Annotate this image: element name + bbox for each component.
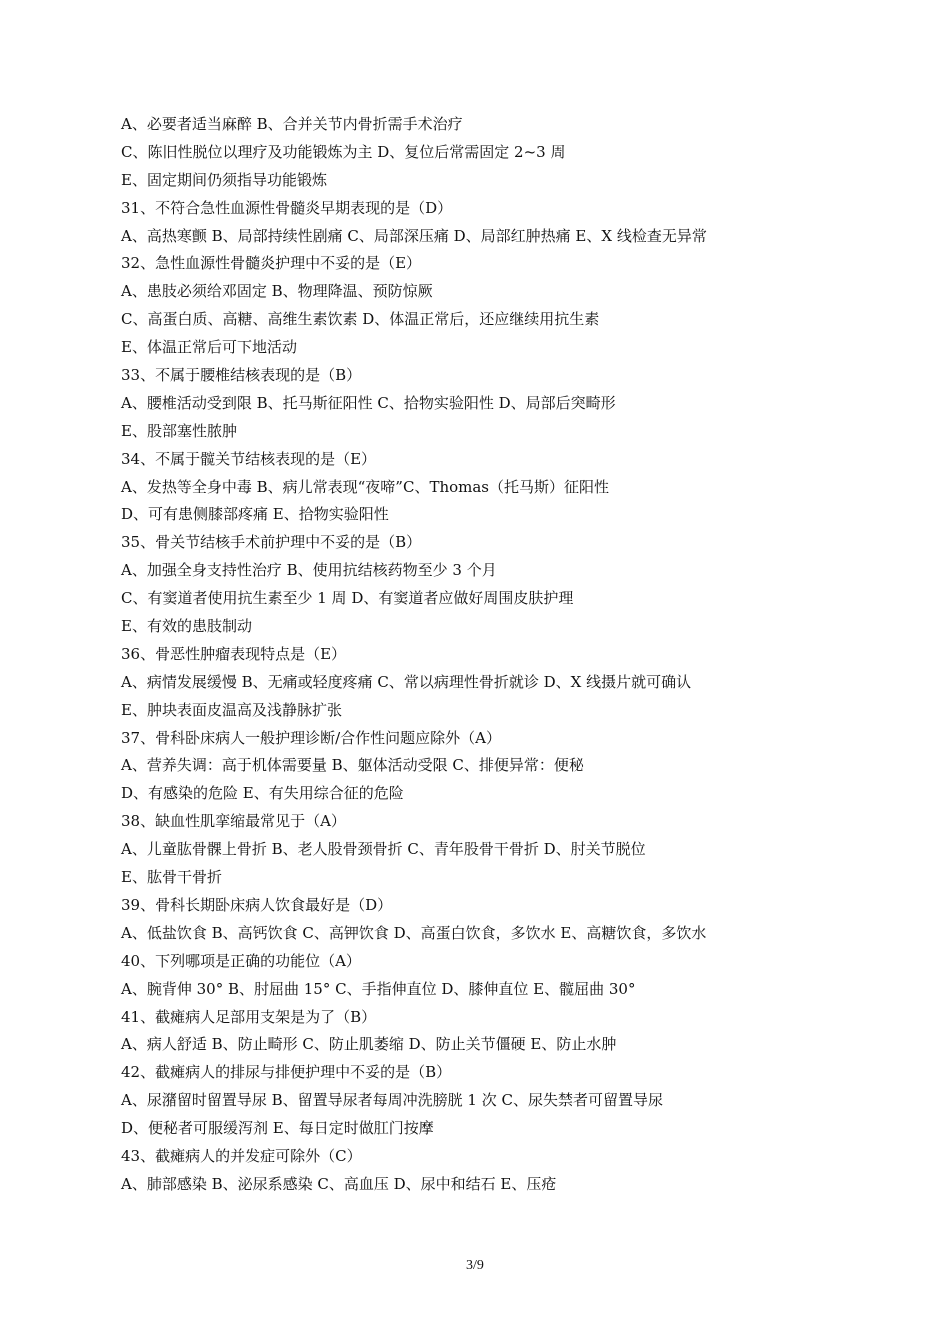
text-line: D、便秘者可服缓泻剂 E、每日定时做肛门按摩 (121, 1119, 434, 1138)
text-line: E、股部塞性脓肿 (121, 421, 237, 440)
text-line: 34、不属于髋关节结核表现的是（E） (121, 449, 377, 468)
text-line: E、有效的患肢制动 (121, 617, 252, 636)
text-line: D、有感染的危险 E、有失用综合征的危险 (121, 784, 404, 803)
text-line: A、病情发展缓慢 B、无痛或轻度疼痛 C、常以病理性骨折就诊 D、X 线摄片就可确认 (121, 672, 692, 691)
text-line: A、发热等全身中毒 B、病儿常表现“夜啼”C、Thomas（托马斯）征阳性 (121, 477, 610, 496)
text-line: A、腕背伸 30° B、肘屈曲 15° C、手指伸直位 D、膝伸直位 E、髋屈曲 30° (121, 979, 636, 998)
text-line: A、低盐饮食 B、高钙饮食 C、高钾饮食 D、高蛋白饮食，多饮水 E、高糖饮食，多饮水 (121, 923, 707, 942)
text-line: 31、不符合急性血源性骨髓炎早期表现的是（D） (121, 198, 453, 217)
text-line: D、可有患侧膝部疼痛 E、拾物实验阳性 (121, 505, 389, 524)
text-line: A、儿童肱骨髁上骨折 B、老人股骨颈骨折 C、青年股骨干骨折 D、肘关节脱位 (121, 840, 646, 859)
text-line: 33、不属于腰椎结核表现的是（B） (121, 366, 362, 385)
text-line: 39、骨科长期卧床病人饮食最好是（D） (121, 895, 393, 914)
text-line: A、尿潴留时留置导尿 B、留置导尿者每周冲洗膀胱 1 次 C、尿失禁者可留置导尿 (121, 1091, 663, 1110)
text-line: A、必要者适当麻醉 B、合并关节内骨折需手术治疗 (121, 115, 463, 133)
text-line: E、肿块表面皮温高及浅静脉扩张 (121, 700, 342, 719)
question-text-block (121, 111, 821, 1199)
text-line: A、高热寒颤 B、局部持续性剧痛 C、局部深压痛 D、局部红肿热痛 E、X 线检查无异常 (121, 226, 707, 245)
text-line: A、病人舒适 B、防止畸形 C、防止肌萎缩 D、防止关节僵硬 E、防止水肿 (121, 1035, 617, 1054)
text-line: A、加强全身支持性治疗 B、使用抗结核药物至少 3 个月 (121, 561, 497, 580)
text-line: 42、截瘫病人的排尿与排便护理中不妥的是（B） (121, 1063, 452, 1082)
text-line: E、体温正常后可下地活动 (121, 338, 297, 357)
text-line: 40、下列哪项是正确的功能位（A） (121, 951, 361, 970)
text-line: A、肺部感染 B、泌尿系感染 C、高血压 D、尿中和结石 E、压疮 (121, 1174, 557, 1193)
text-line: C、有窦道者使用抗生素至少 1 周 D、有窦道者应做好周围皮肤护理 (121, 589, 574, 608)
text-line: A、腰椎活动受到限 B、托马斯征阳性 C、拾物实验阳性 D、局部后突畸形 (121, 393, 616, 412)
text-line: C、陈旧性脱位以理疗及功能锻炼为主 D、复位后常需固定 2~3 周 (121, 142, 566, 161)
page-number: 3/9 (466, 1258, 484, 1273)
text-line: 38、缺血性肌挛缩最常见于（A） (121, 812, 346, 831)
text-line: C、高蛋白质、高糖、高维生素饮素 D、体温正常后，还应继续用抗生素 (121, 310, 600, 329)
text-line: 35、骨关节结核手术前护理中不妥的是（B） (121, 533, 422, 552)
text-line: 32、急性血源性骨髓炎护理中不妥的是（E） (121, 254, 422, 273)
text-line: 37、骨科卧床病人一般护理诊断/合作性问题应除外（A） (121, 728, 501, 747)
text-line: 36、骨恶性肿瘤表现特点是（E） (121, 644, 347, 663)
text-line: 43、截瘫病人的并发症可除外（C） (121, 1146, 362, 1165)
text-line: A、营养失调：高于机体需要量 B、躯体活动受限 C、排便异常：便秘 (121, 756, 584, 775)
text-line: E、肱骨干骨折 (121, 868, 222, 887)
text-line: A、患肢必须给邓固定 B、物理降温、预防惊厥 (121, 282, 433, 301)
text-line: E、固定期间仍须指导功能锻炼 (121, 170, 327, 189)
text-line: 41、截瘫病人足部用支架是为了（B） (121, 1007, 377, 1026)
